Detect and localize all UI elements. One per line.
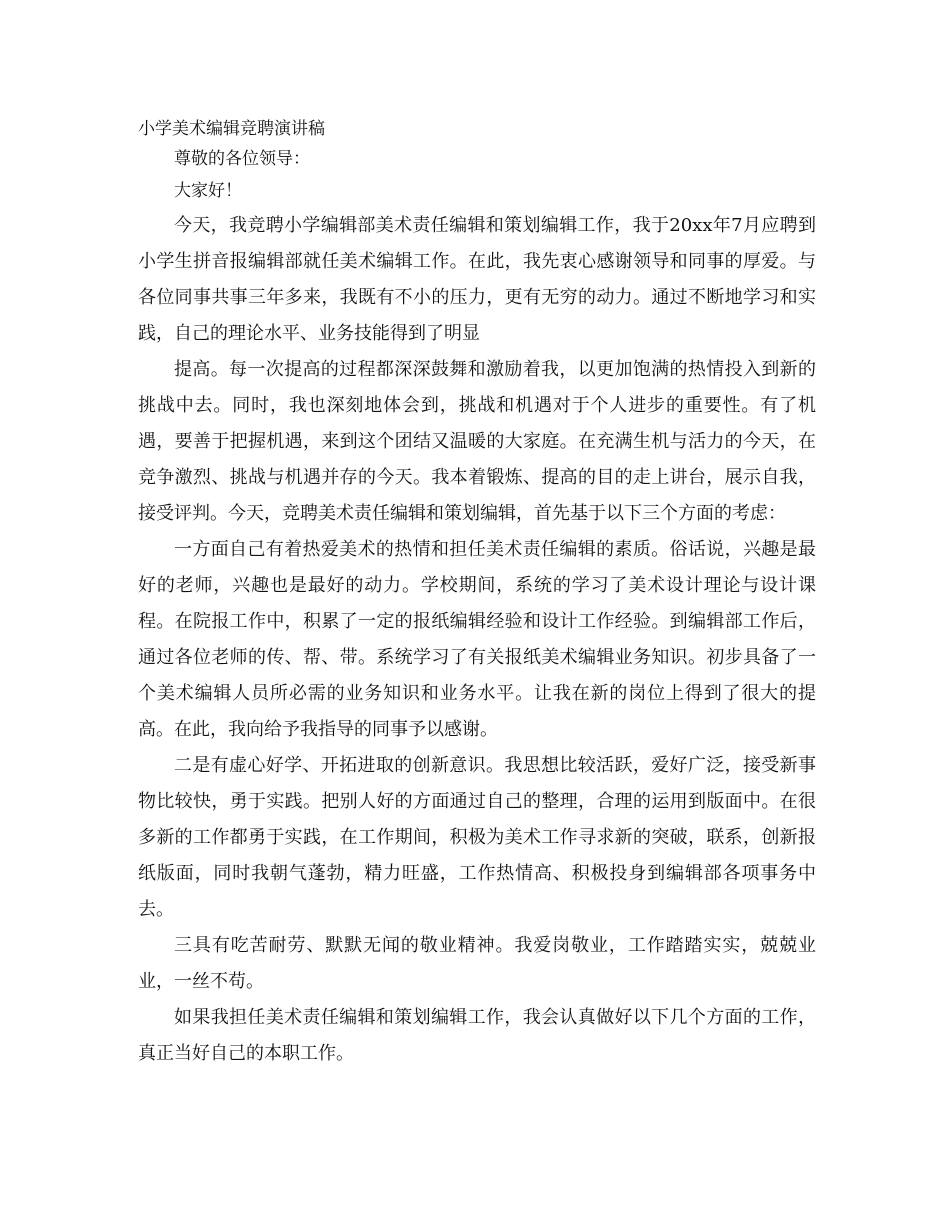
paragraph-5: 三具有吃苦耐劳、默默无闻的敬业精神。我爱岗敬业，工作踏踏实实，兢兢业业，一丝不苟。 bbox=[138, 935, 816, 992]
document-title: 小学美术编辑竞聘演讲稿 bbox=[138, 119, 325, 139]
paragraph-4: 二是有虚心好学、开拓进取的创新意识。我思想比较活跃，爱好广泛，接受新事物比较快，勇于实践。把别人好的方面通过自己的整理，合理的运用到版面中。在很多新的工作都勇于实践，在工作期间，积极为美术工作寻求新的突破，联系，创新报纸版面，同时我朝气蓬勃，精力旺盛，工作热情高、积极投身到编辑部各项事务中去。 bbox=[138, 755, 816, 920]
paragraph-3: 一方面自己有着热爱美术的热情和担任美术责任编辑的素质。俗话说，兴趣是最好的老师，兴趣也是最好的动力。学校期间，系统的学习了美术设计理论与设计课程。在院报工作中，积累了一定的报纸编辑经验和设计工作经验。到编辑部工作后，通过各位老师的传、帮、带。系统学习了有关报纸美术编辑业务知识。初步具备了一个美术编辑人员所必需的业务知识和业务水平。让我在新的岗位上得到了很大的提高。在此，我向给予我指导的同事予以感谢。 bbox=[138, 539, 816, 740]
greeting: 大家好！ bbox=[174, 181, 242, 201]
salutation: 尊敬的各位领导： bbox=[174, 149, 310, 169]
paragraph-1: 今天，我竞聘小学编辑部美术责任编辑和策划编辑工作，我于20xx年7月应聘到小学生拼音报编辑部就任美术编辑工作。在此，我先衷心感谢领导和同事的厚爱。与各位同事共事三年多来，我既有不小的压力，更有无穷的动力。通过不断地学习和实践，自己的理论水平、业务技能得到了明显 bbox=[138, 215, 816, 344]
paragraph-2: 提高。每一次提高的过程都深深鼓舞和激励着我，以更加饱满的热情投入到新的挑战中去。同时，我也深刻地体会到，挑战和机遇对于个人进步的重要性。有了机遇，要善于把握机遇，来到这个团结又温暖的大家庭。在充满生机与活力的今天，在竞争激烈、挑战与机遇并存的今天。我本着锻炼、提高的目的走上讲台，展示自我，接受评判。今天，竞聘美术责任编辑和策划编辑，首先基于以下三个方面的考虑： bbox=[138, 359, 816, 524]
paragraph-6: 如果我担任美术责任编辑和策划编辑工作，我会认真做好以下几个方面的工作，真正当好自己的本职工作。 bbox=[138, 1007, 816, 1064]
document-body bbox=[138, 114, 816, 1072]
